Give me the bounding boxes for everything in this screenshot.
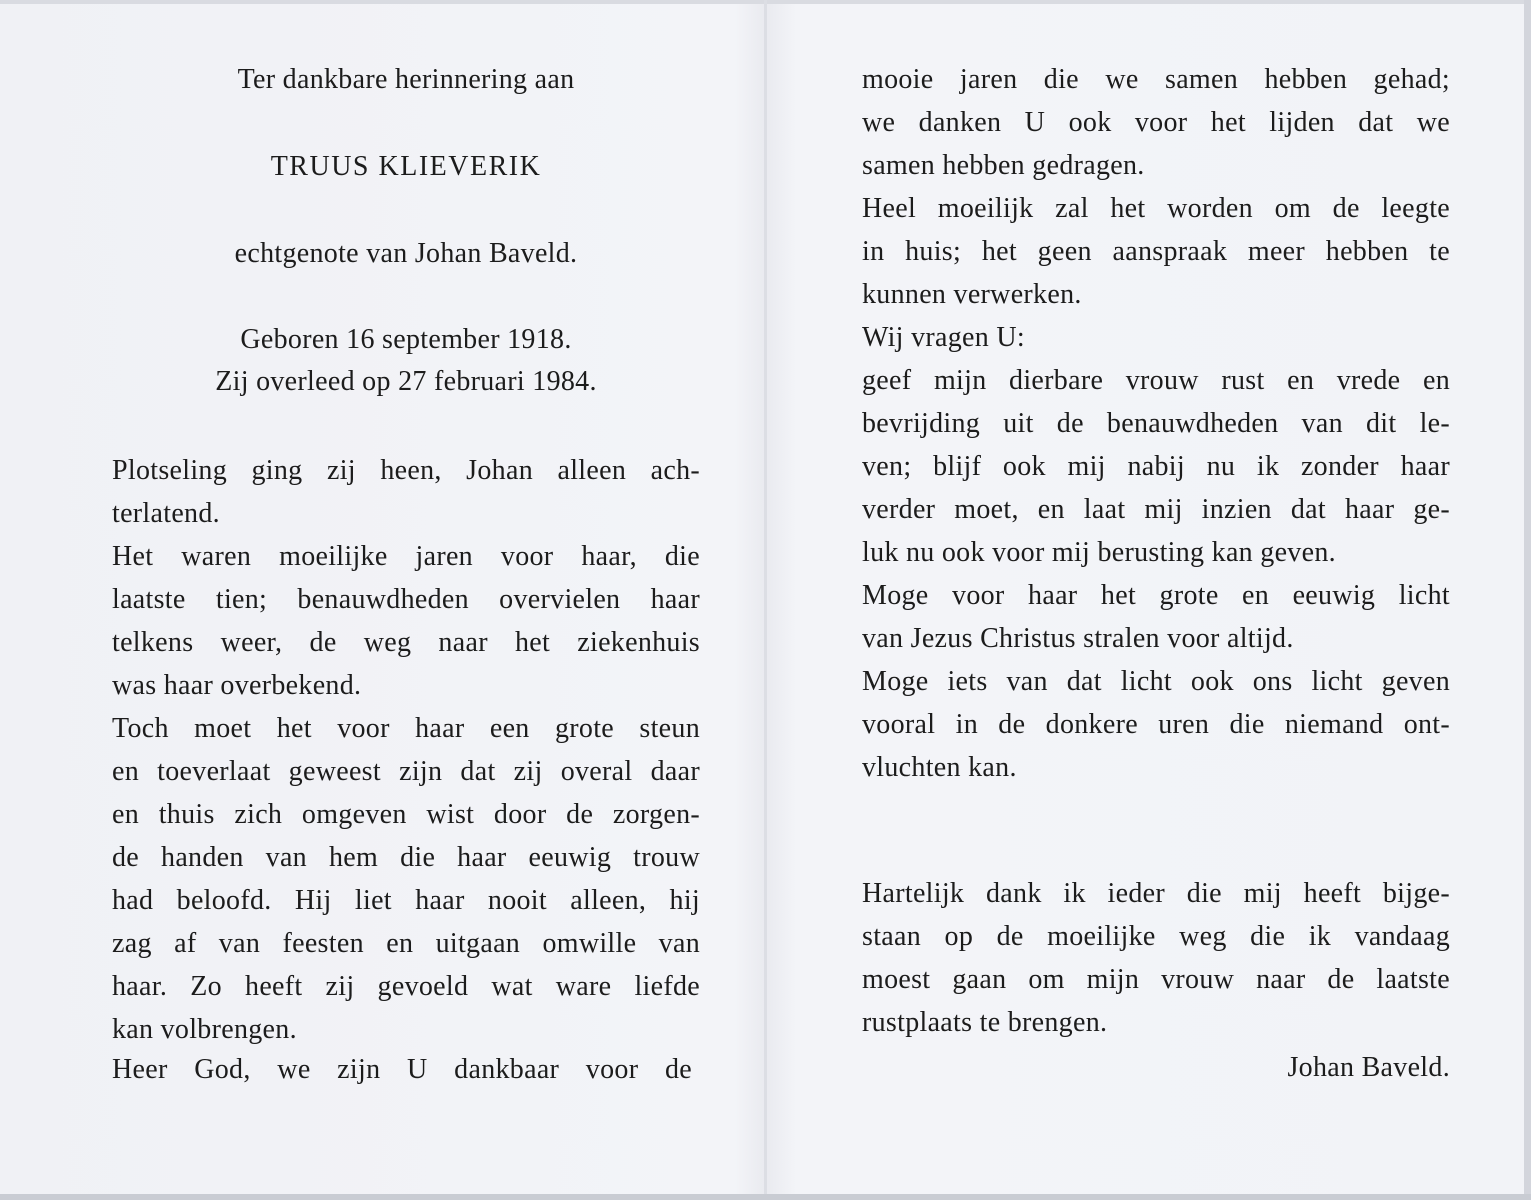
right-body-line: samen hebben gedragen.: [862, 150, 1145, 181]
right-body-line: Moge voor haar het grote en eeuwig licht: [862, 580, 1450, 611]
card-right-edge: [1524, 0, 1531, 1200]
birth-line: Geboren 16 september 1918.: [240, 324, 572, 355]
thanks-line: Hartelijk dank ik ieder die mij heeft bijge-: [862, 878, 1450, 909]
right-body-line: ven; blijf ook mij nabij nu ik zonder haar: [862, 451, 1450, 482]
right-body-line: we danken U ook voor het lijden dat we: [862, 107, 1450, 138]
death-line: Zij overleed op 27 februari 1984.: [215, 366, 597, 397]
left-body-line: Plotseling ging zij heen, Johan alleen ach-: [112, 455, 700, 486]
left-body-line: Toch moet het voor haar een grote steun: [112, 713, 700, 744]
card-bottom-edge: [0, 1194, 1531, 1200]
right-body-line: van Jezus Christus stralen voor altijd.: [862, 623, 1294, 654]
left-body-line: was haar overbekend.: [112, 670, 362, 701]
left-body-line: de handen van hem die haar eeuwig trouw: [112, 842, 700, 873]
right-body-line: in huis; het geen aanspraak meer hebben te: [862, 236, 1450, 267]
right-body-line: luk nu ook voor mij berusting kan geven.: [862, 537, 1336, 568]
left-body-line: kan volbrengen.: [112, 1014, 297, 1045]
left-body-line: zag af van feesten en uitgaan omwille van: [112, 928, 700, 959]
left-body-line: terlatend.: [112, 498, 220, 529]
thanks-line: moest gaan om mijn vrouw naar de laatste: [862, 964, 1450, 995]
right-body-line: vooral in de donkere uren die niemand ont-: [862, 709, 1450, 740]
left-body-line: haar. Zo heeft zij gevoeld wat ware liefde: [112, 971, 700, 1002]
spouse-line: echtgenote van Johan Baveld.: [234, 238, 578, 269]
right-body-line: Moge iets van dat licht ook ons licht geven: [862, 666, 1450, 697]
right-body-line: geef mijn dierbare vrouw rust en vrede en: [862, 365, 1450, 396]
card-fold: [764, 0, 767, 1200]
thanks-line: staan op de moeilijke weg die ik vandaag: [862, 921, 1450, 952]
right-body-line: mooie jaren die we samen hebben gehad;: [862, 64, 1450, 95]
right-body-line: kunnen verwerken.: [862, 279, 1082, 310]
right-body-line: verder moet, en laat mij inzien dat haar ge-: [862, 494, 1450, 525]
right-body-line: bevrijding uit de benauwdheden van dit le-: [862, 408, 1450, 439]
left-body-line: Het waren moeilijke jaren voor haar, die: [112, 541, 700, 572]
right-body-line: vluchten kan.: [862, 752, 1017, 783]
thanks-line: rustplaats te brengen.: [862, 1007, 1108, 1038]
left-body-line: Heer God, we zijn U dankbaar voor de: [112, 1054, 692, 1085]
left-body-line: en thuis zich omgeven wist door de zorgen-: [112, 799, 700, 830]
left-body-line: en toeverlaat geweest zijn dat zij overal daar: [112, 756, 700, 787]
deceased-name: TRUUS KLIEVERIK: [270, 151, 542, 182]
signature: Johan Baveld.: [1287, 1052, 1450, 1083]
left-body-line: laatste tien; benauwdheden overvielen haar: [112, 584, 700, 615]
left-body-line: had beloofd. Hij liet haar nooit alleen, hij: [112, 885, 700, 916]
right-body-line: Wij vragen U:: [862, 322, 1025, 353]
right-body-line: Heel moeilijk zal het worden om de leegte: [862, 193, 1450, 224]
intro-line: Ter dankbare herinnering aan: [237, 64, 575, 95]
left-body-line: telkens weer, de weg naar het ziekenhuis: [112, 627, 700, 658]
